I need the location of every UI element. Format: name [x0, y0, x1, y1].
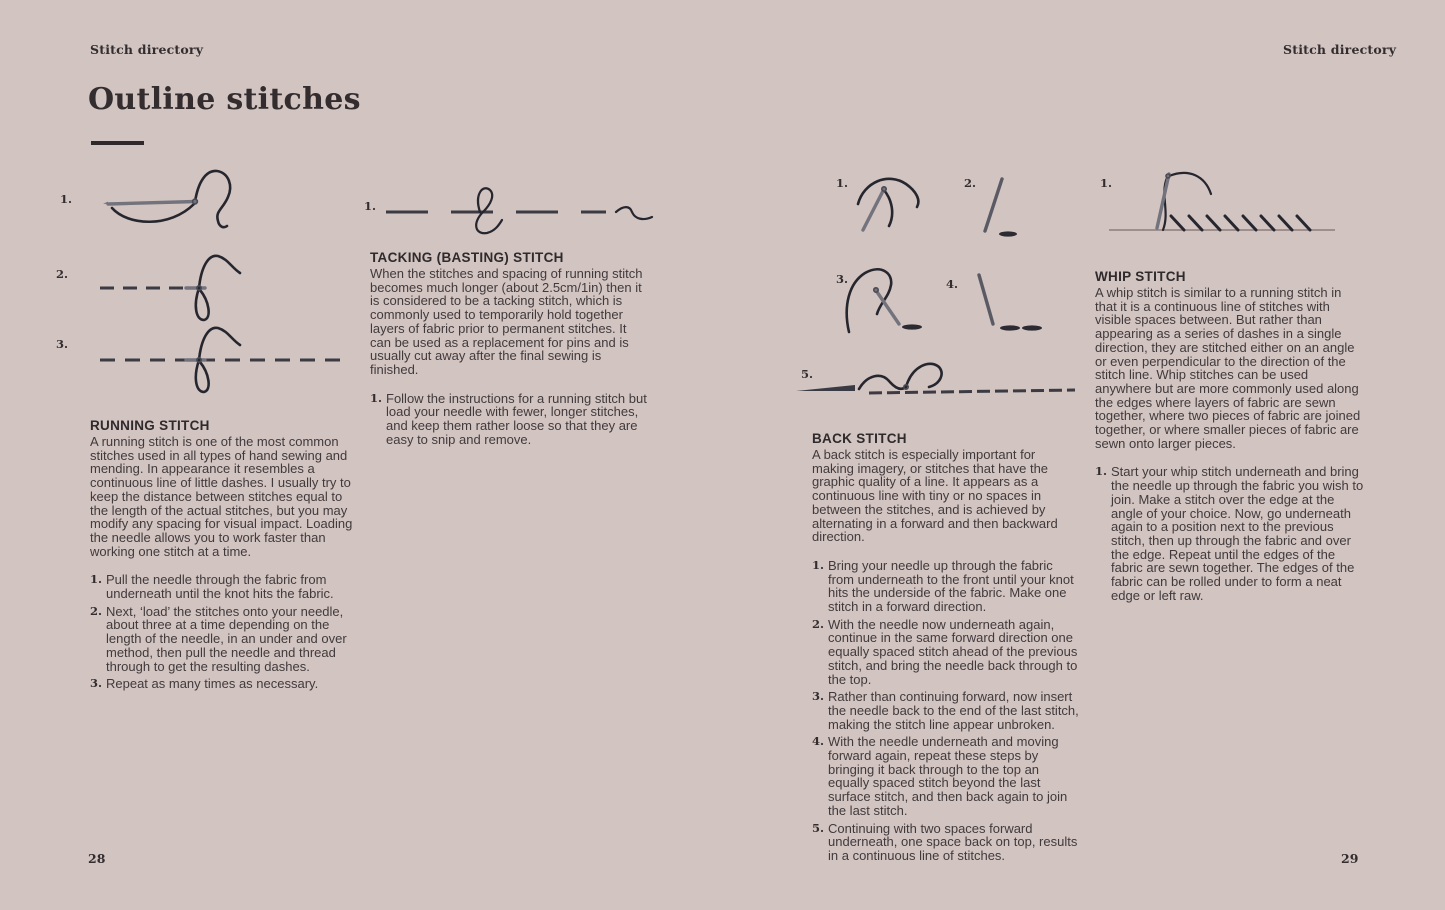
page-number-right: 29	[1341, 851, 1359, 866]
tacking-stitch-illustration	[384, 182, 656, 240]
list-item: 3. Repeat as many times as necessary.	[90, 676, 319, 692]
figure-label: 4.	[946, 277, 959, 291]
section-body: A running stitch is one of the most common stitches used in all types of hand sewing and mending. In appearance it resembles a continuous line of little dashes. I usually try to keep the distance between stitches equal to the length of the actual stitches, but you may modify any spacing for visual impact. Loading the needle allows you to work faster than working one stitch at a time.	[90, 434, 353, 559]
page-title: Outline stitches	[88, 82, 361, 117]
figure-label: 1.	[364, 199, 377, 213]
figure-label: 2.	[964, 176, 977, 190]
back-stitch-step2-illustration	[972, 176, 1024, 240]
title-rule	[91, 141, 144, 145]
list-item: 1. Start your whip stitch underneath and bring the needle up through the fabric you wish to join. Make a stitch over the edge at the angle of your choice. Now, go underneath again to a position next to the previous stitch, then up through the fabric and over the edge. Repeat until the edges of the fabric are sewn together. The edges of the fabric can be rolled under to form a neat edge or left raw.	[1095, 464, 1364, 603]
page-number-left: 28	[88, 851, 106, 866]
section-heading: TACKING (BASTING) STITCH	[370, 250, 564, 265]
whip-stitch-section	[1095, 269, 1365, 606]
back-stitch-step4-illustration	[958, 272, 1046, 334]
list-item: 2. With the needle now underneath again, continue in the same forward direction one equally spaced stitch ahead of the previous stitch, and bring the needle back through to the top.	[812, 616, 1078, 687]
tacking-stitch-section	[370, 250, 650, 450]
list-item: 1. Bring your needle up through the fabric from underneath to the front until your knot hits the underside of the fabric. Make one stitch in a forward direction.	[812, 557, 1074, 615]
section-body: When the stitches and spacing of running stitch becomes much longer (about 2.5cm/1in) then it is considered to be a tacking stitch, which is commonly used to temporarily hold together layers of fabric prior to permanent stitches. It can be used as a replacement for pins and is usually cut away after the final sewing is finished.	[370, 266, 643, 377]
running-stitch-step1-illustration	[98, 164, 248, 242]
list-item: 2. Next, ‘load’ the stitches onto your needle, about three at a time depending on the length of the needle, in an under and over method, then pull the needle and thread through to get the resulting dashes.	[90, 603, 347, 674]
figure-label: 1.	[836, 176, 849, 190]
list-item: 1. Follow the instructions for a running stitch but load your needle with fewer, longer stitches, and keep them rather loose so that they are easy to snip and remove.	[370, 390, 647, 447]
figure-label: 3.	[56, 337, 69, 351]
back-stitch-section	[812, 431, 1080, 867]
back-stitch-step5-illustration	[793, 358, 1079, 406]
whip-stitch-illustration	[1105, 166, 1340, 238]
list-item: 3. Rather than continuing forward, now insert the needle back to the end of the last stitch, making the stitch line appear unbroken.	[812, 689, 1079, 732]
section-heading: WHIP STITCH	[1095, 269, 1186, 284]
section-heading: BACK STITCH	[812, 431, 907, 446]
section-body: A back stitch is especially important for making imagery, or stitches that have the graphic quality of a line. It appears as a continuous line with tiny or no spaces in between the stitches, and is achieved by alternating in a forward and then backward direction.	[812, 447, 1058, 545]
figure-label: 3.	[836, 272, 849, 286]
figure-label: 1.	[1100, 176, 1113, 190]
figure-label: 5.	[801, 367, 814, 381]
steps-list	[812, 559, 1080, 863]
list-item: 1. Pull the needle through the fabric from underneath until the knot hits the fabric.	[90, 572, 334, 602]
steps-list	[1095, 465, 1365, 602]
section-body: A whip stitch is similar to a running stitch in that it is a continuous line of stitches with visible spaces between. But rather than appearing as a series of dashes in a single direction, they are stitched either on an angle or even perpendicular to the direction of the stitch line. Whip stitches can be used anywhere but are more commonly used along the edges where layers of fabric are sewn together, where two pieces of fabric are joined together, or where smaller pieces of fabric are sewn onto larger pieces.	[1095, 285, 1361, 451]
running-stitch-section	[90, 418, 358, 695]
running-stitch-step2-illustration	[98, 246, 250, 328]
figure-label: 1.	[60, 192, 73, 206]
figure-label: 2.	[56, 267, 69, 281]
running-stitch-step3-illustration	[98, 322, 346, 404]
back-stitch-step1-illustration	[848, 170, 933, 238]
running-header-right: Stitch directory	[1283, 42, 1397, 57]
running-header-left: Stitch directory	[90, 42, 204, 57]
list-item: 5. Continuing with two spaces forward underneath, one space back on top, results in a continuous line of stitches.	[812, 820, 1078, 863]
steps-list	[370, 392, 650, 447]
list-item: 4. With the needle underneath and moving forward again, repeat these steps by bringing it back through to the top an equally spaced stitch beyond the last surface stitch, and then back again to join the last stitch.	[812, 734, 1068, 818]
steps-list	[90, 573, 358, 691]
section-heading: RUNNING STITCH	[90, 418, 210, 433]
back-stitch-step3-illustration	[842, 262, 934, 340]
